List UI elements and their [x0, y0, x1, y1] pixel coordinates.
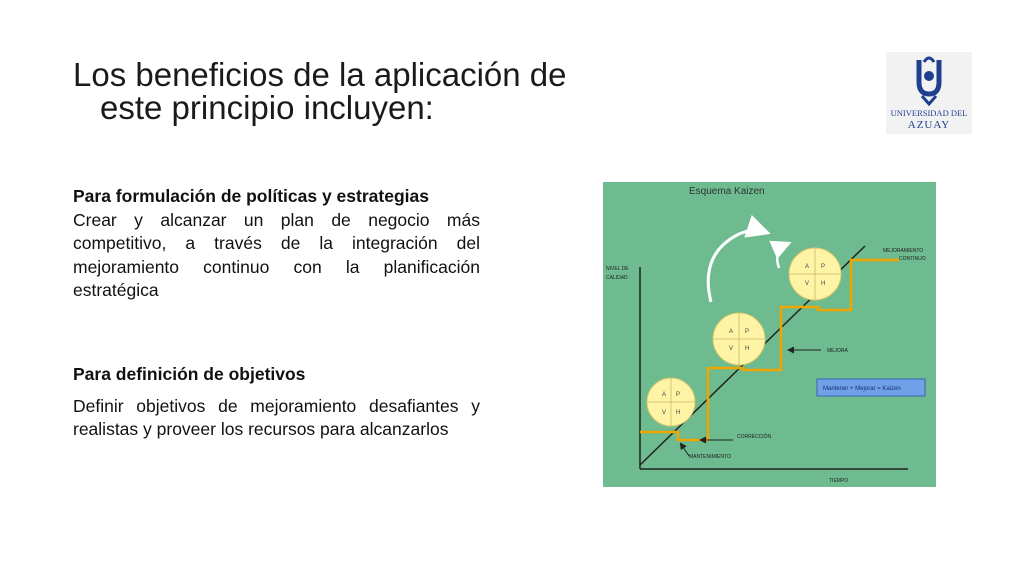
- section-politicas-body: Crear y alcanzar un plan de negocio más competitivo, a través de la integración del mejoramiento continuo con la planificación estratégica: [73, 209, 480, 300]
- kaizen-diagram: [603, 182, 936, 487]
- label-mejoramiento-2: CONTINUO: [899, 256, 926, 262]
- svg-text:H: H: [676, 410, 681, 416]
- slide-title: [73, 58, 633, 124]
- section-objetivos: [73, 363, 480, 442]
- label-correccion: CORRECCIÓN: [737, 434, 772, 440]
- svg-text:P: P: [676, 392, 681, 398]
- label-mejora: MEJORA: [827, 348, 848, 354]
- svg-text:P: P: [821, 264, 826, 270]
- pdca-cycle-3: [789, 248, 841, 300]
- section-objetivos-body: Definir objetivos de mejoramiento desafiantes y realistas y proveer los recursos para alcanzarlos: [73, 395, 480, 439]
- label-mantenimiento: MANTENIMIENTO: [689, 454, 731, 460]
- formula-text: Mantener + Mejorar = Kaizen: [823, 386, 901, 392]
- y-axis-label-1: NIVEL DE: [606, 266, 629, 272]
- svg-text:P: P: [745, 329, 750, 335]
- svg-text:A: A: [662, 392, 667, 398]
- y-axis-label-2: CALIDAD: [606, 275, 628, 281]
- curved-arrow-large: [708, 230, 765, 302]
- pdca-cycle-2: [713, 313, 765, 365]
- svg-text:V: V: [662, 410, 667, 416]
- logo-text-line2: AZUAY: [907, 119, 951, 131]
- svg-text:A: A: [805, 264, 810, 270]
- pdca-cycle-1: [647, 378, 695, 426]
- diagram-title: Esquema Kaizen: [689, 186, 765, 197]
- svg-text:V: V: [729, 346, 734, 352]
- slide-title-line1: Los beneficios de la aplicación de: [73, 56, 567, 93]
- section-objetivos-heading: Para definición de objetivos: [73, 364, 306, 384]
- university-logo: [886, 52, 972, 134]
- svg-text:H: H: [745, 346, 750, 352]
- arrow-mantenimiento: [681, 444, 689, 456]
- logo-text-line1: UNIVERSIDAD DEL: [890, 108, 968, 118]
- x-axis-label: TIEMPO: [829, 478, 849, 484]
- slide-title-line2: este principio incluyen:: [100, 89, 434, 126]
- curved-arrow-small: [777, 244, 787, 268]
- svg-text:V: V: [805, 281, 810, 287]
- section-politicas-heading: Para formulación de políticas y estrategias: [73, 186, 429, 206]
- svg-text:A: A: [729, 329, 734, 335]
- label-mejoramiento-1: MEJORAMIENTO: [883, 248, 924, 254]
- svg-text:H: H: [821, 281, 826, 287]
- section-politicas: [73, 185, 480, 303]
